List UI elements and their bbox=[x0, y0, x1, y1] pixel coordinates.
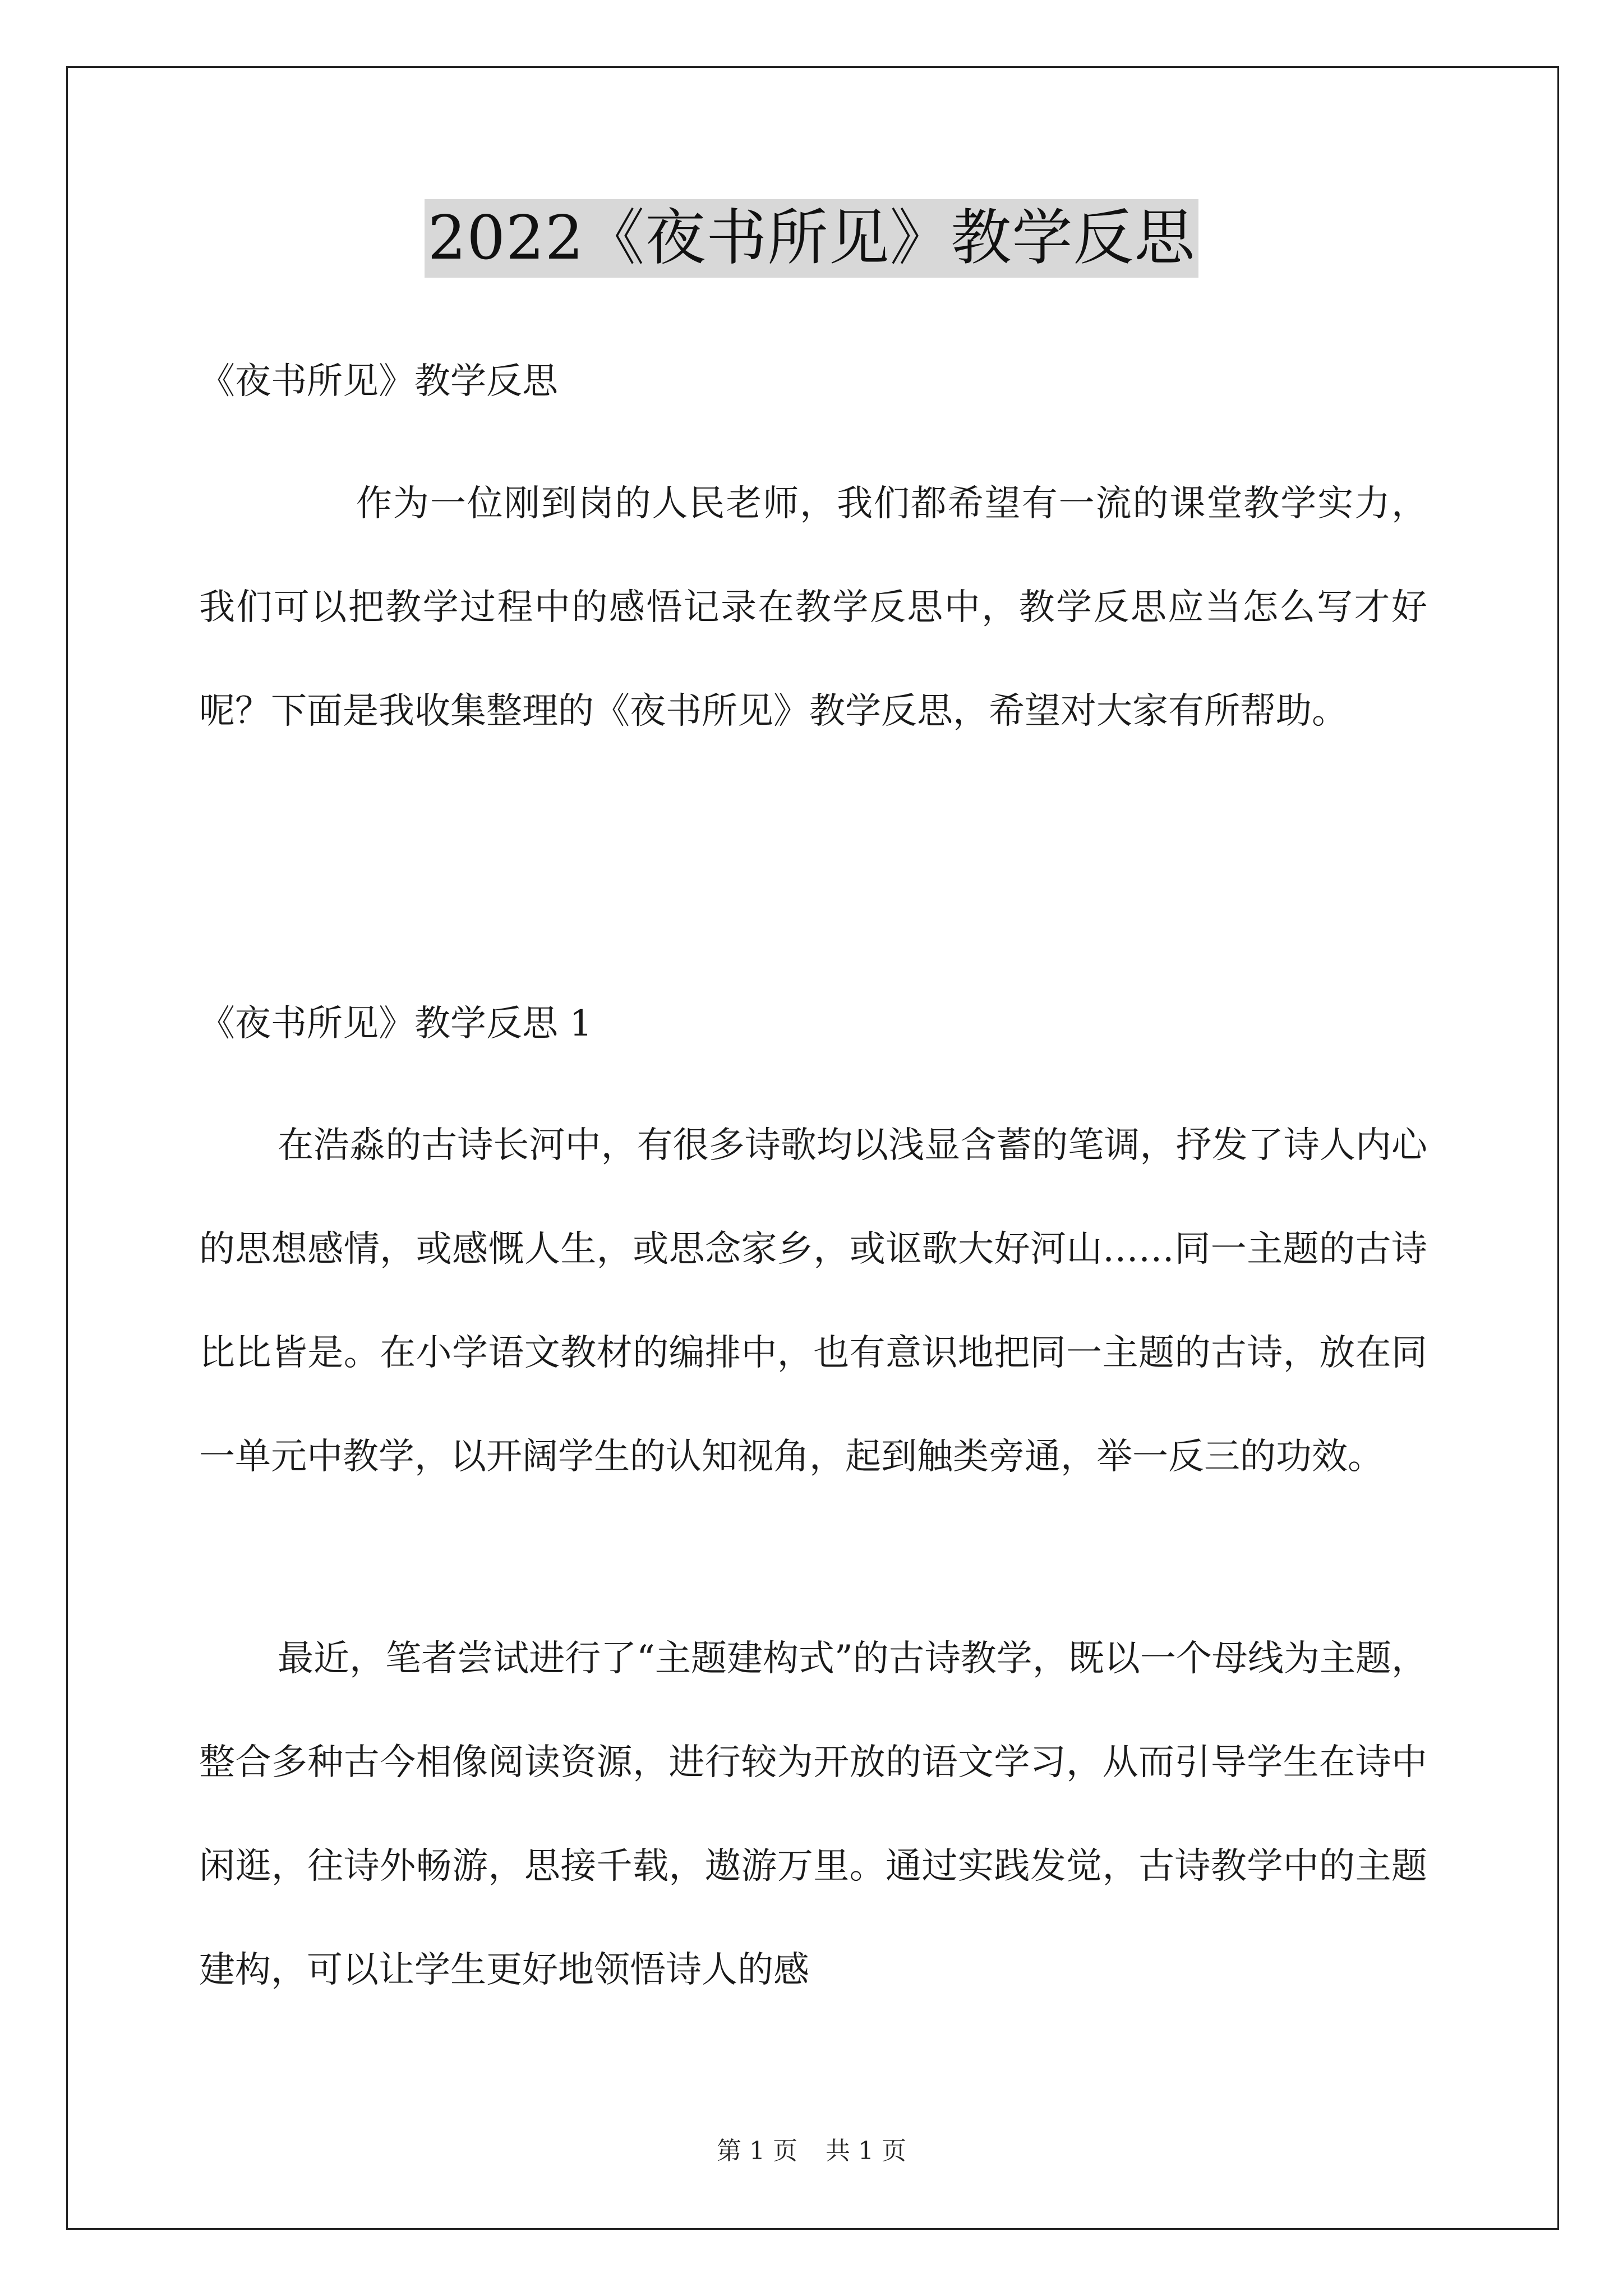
section-heading: 《夜书所见》教学反思 1 bbox=[199, 1003, 593, 1045]
intro-paragraph: 作为一位刚到岗的人民老师，我们都希望有一流的课堂教学实力，我们可以把教学过程中的感悟记录在教学反思中，教学反思应当怎么写才好呢？下面是我收集整理的《夜书所见》教学反思，希望对大家有所帮助。 bbox=[199, 483, 1427, 732]
body-paragraph-2: 最近，笔者尝试进行了“主题建构式”的古诗教学，既以一个母线为主题，整合多种古今相像阅读资源，进行较为开放的语文学习，从而引导学生在诗中闲逛，往诗外畅游，思接千载，遨游万里。通过实践发觉，古诗教学中的主题建构，可以让学生更好地领悟诗人的感 bbox=[199, 1638, 1427, 1991]
title-container bbox=[0, 199, 1623, 278]
page-total: 共 1 页 bbox=[826, 2137, 906, 2165]
page-number: 第 1 页 bbox=[717, 2137, 797, 2165]
body-paragraph-1: 在浩淼的古诗长河中，有很多诗歌均以浅显含蓄的笔调，抒发了诗人内心的思想感情，或感慨人生，或思念家乡，或讴歌大好河山……同一主题的古诗比比皆是。在小学语文教材的编排中，也有意识地把同一主题的古诗，放在同一单元中教学，以开阔学生的认知视角，起到触类旁通，举一反三的功效。 bbox=[199, 1125, 1427, 1478]
subtitle: 《夜书所见》教学反思 bbox=[199, 361, 558, 402]
document-title: 2022《夜书所见》教学反思 bbox=[425, 199, 1199, 278]
page-footer bbox=[0, 2134, 1623, 2168]
